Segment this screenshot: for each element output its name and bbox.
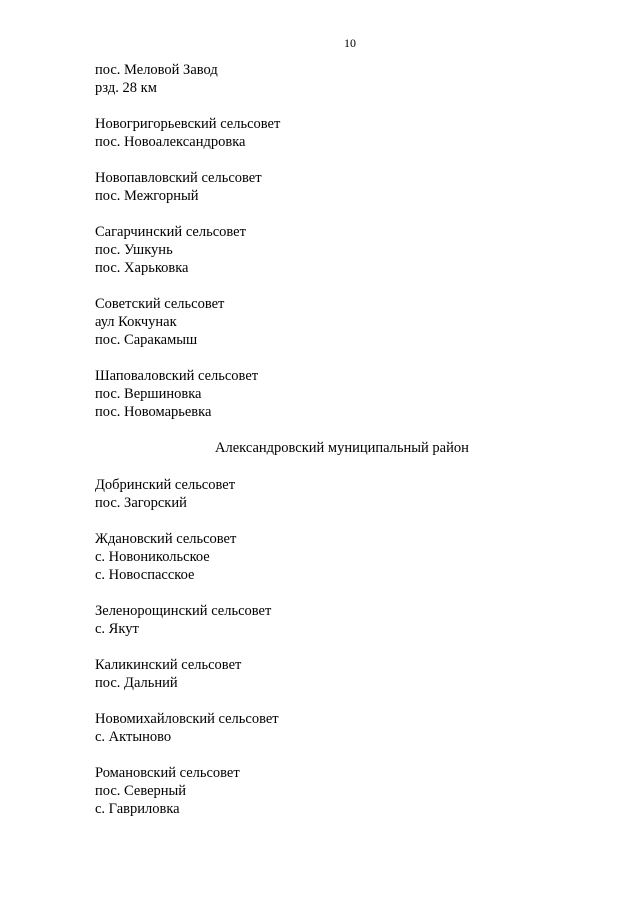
district-heading: Александровский муниципальный район (215, 440, 469, 456)
settlement-line: пос. Межгорный (95, 188, 199, 204)
settlement-line: пос. Загорский (95, 495, 187, 511)
selsovet-name: Романовский сельсовет (95, 765, 240, 781)
settlement-line: пос. Харьковка (95, 260, 189, 276)
settlement-line: пос. Новомарьевка (95, 404, 212, 420)
selsovet-name: Добринский сельсовет (95, 477, 236, 493)
selsovet-block-kalikinsky (95, 656, 595, 692)
settlement-line: пос. Вершиновка (95, 386, 202, 402)
settlement-line: с. Гавриловка (95, 801, 180, 817)
settlement-line: пос. Ушкунь (95, 242, 173, 258)
selsovet-name: Зеленорощинский сельсовет (95, 603, 272, 619)
settlement-line: с. Новоспасское (95, 567, 195, 583)
selsovet-block-zelenoroshchinsky (95, 602, 595, 638)
selsovet-block-shapovalovsky (95, 367, 595, 421)
settlement-line: с. Якут (95, 621, 139, 637)
settlement-list-continuation (95, 61, 595, 97)
selsovet-name: Советский сельсовет (95, 296, 225, 312)
settlement-line: с. Актыново (95, 729, 172, 745)
settlement-line: пос. Новоалександровка (95, 134, 246, 150)
selsovet-name: Каликинский сельсовет (95, 657, 242, 673)
settlement-line: аул Кокчунак (95, 314, 177, 330)
selsovet-block-sovetsky (95, 295, 595, 349)
selsovet-block-sagarchinsky (95, 223, 595, 277)
settlement-line: пос. Меловой Завод (95, 62, 218, 78)
selsovet-block-novopavlovsky (95, 169, 595, 205)
selsovet-name: Ждановский сельсовет (95, 531, 237, 547)
selsovet-block-novomikhailovsky (95, 710, 595, 746)
selsovet-name: Новогригорьевский сельсовет (95, 116, 281, 132)
selsovet-block-novogrigorevsky (95, 115, 595, 151)
selsovet-block-dobrinsky (95, 476, 595, 512)
settlement-line: пос. Северный (95, 783, 187, 799)
selsovet-block-romanovsky (95, 764, 595, 818)
settlement-line: пос. Саракамыш (95, 332, 198, 348)
selsovet-name: Новопавловский сельсовет (95, 170, 262, 186)
settlement-line: рзд. 28 км (95, 80, 157, 96)
page-number: 10 (344, 36, 356, 50)
selsovet-block-zhdanovsky (95, 530, 595, 584)
selsovet-name: Новомихайловский сельсовет (95, 711, 279, 727)
settlement-line: пос. Дальний (95, 675, 178, 691)
selsovet-name: Шаповаловский сельсовет (95, 368, 259, 384)
document-body (95, 61, 595, 836)
settlement-line: с. Новоникольское (95, 549, 210, 565)
selsovet-name: Сагарчинский сельсовет (95, 224, 246, 240)
